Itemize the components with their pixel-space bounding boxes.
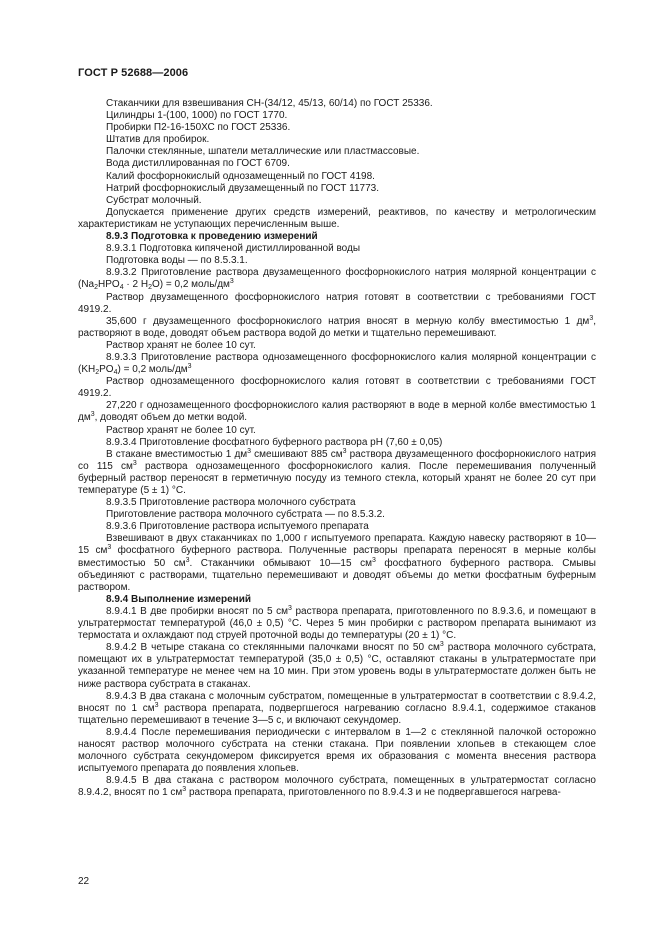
paragraph: 8.9.4.4 После перемешивания периодически с интервалом в 1—2 с стеклянной палочкой осторожно наносят раствор молочного субстрата на стенки стакана. При появлении хлопьев в стекающем слое молочного субстрата секундомером фиксируется время их образования с момента внесения раствора испытуемого препарата до появления хлопьев. bbox=[78, 726, 596, 775]
paragraph: 8.9.3.6 Приготовление раствора испытуемого препарата bbox=[106, 521, 369, 533]
section-heading: 8.9.3 Подготовка к проведению измерений bbox=[106, 231, 318, 243]
paragraph: 8.9.3.3 Приготовление раствора однозамещенного фосфорнокислого калия молярной концентрации с $(KH_2PO_4) = 0,2$ моль/$дм^3$ bbox=[78, 351, 596, 377]
paragraph: Раствор хранят не более 10 сут. bbox=[106, 339, 256, 351]
paragraph: 8.9.4.5 В два стакана с раствором молочного субстрата, помещенных в ультратермостат согласно 8.9.4.2, вносят по 1 $см^3$ раствора препарата, приготовленного по 8.9.4.3 и не подвергавшегося нагрева- bbox=[78, 775, 596, 799]
paragraph: Вода дистиллированная по ГОСТ 6709. bbox=[106, 158, 290, 170]
paragraph: Подготовка воды — по 8.5.3.1. bbox=[106, 255, 248, 267]
paragraph: Стаканчики для взвешивания СН-(34/12, 45/13, 60/14) по ГОСТ 25336. bbox=[106, 98, 433, 109]
paragraph: Раствор однозамещенного фосфорнокислого калия готовят в соответствии с требованиями ГОСТ 4919.2. bbox=[78, 376, 596, 400]
paragraph: Приготовление раствора молочного субстрата — по 8.5.3.2. bbox=[106, 509, 385, 521]
paragraph: Палочки стеклянные, шпатели металлические или пластмассовые. bbox=[106, 146, 420, 158]
paragraph: 8.9.3.1 Подготовка кипяченой дистиллированной воды bbox=[106, 243, 361, 255]
document-header: ГОСТ Р 52688—2006 bbox=[78, 67, 189, 79]
paragraph: 8.9.3.4 Приготовление фосфатного буферного раствора pH (7,60 ± 0,05) bbox=[106, 436, 443, 448]
paragraph: Штатив для пробирок. bbox=[106, 134, 210, 146]
paragraph: Раствор хранят не более 10 сут. bbox=[106, 424, 256, 436]
paragraph: 8.9.4.3 В два стакана с молочным субстратом, помещенные в ультратермостат в соответствии с 8.9.4.2, вносят по 1 $см^3$ раствора препарата, подвергшегося нагреванию согласно 8.9.4.1, содержимое стаканов тщательно перемешивают в течение 3—5 с, и включают секундомер. bbox=[78, 690, 596, 726]
paragraph: Допускается применение других средств измерений, реактивов, по качеству и метрологическим характеристикам не уступающих перечисленным выше. bbox=[78, 206, 596, 230]
paragraph: 8.9.4.2 В четыре стакана со стеклянными палочками вносят по 50 $см^3$ раствора молочного субстрата, помещают их в ультратермостат температурой (35,0 ± 0,5) °С, оставляют стаканы в ультратермостате при указанной температуре не менее чем на 10 мин. При этом уровень воды в ультратермостате должен быть не ниже раствора субстрата в стаканах. bbox=[78, 641, 597, 690]
paragraph: Субстрат молочный. bbox=[106, 194, 202, 206]
page-number: 22 bbox=[78, 876, 90, 887]
paragraph: Цилиндры 1-(100, 1000) по ГОСТ 1770. bbox=[106, 110, 288, 122]
section-heading: 8.9.4 Выполнение измерений bbox=[106, 593, 251, 605]
document-body bbox=[78, 98, 596, 799]
paragraph: В стакане вместимостью 1 $дм^3$ смешивают 885 $см^3$ раствора двузамещенного фосфорнокислого натрия со 115 $см^3$ раствора однозамещенного фосфорнокислого калия. После перемешивания полученный буферный раствор переносят в герметичную посуду из темного стекла, который хранят не более 20 сут при температуре (5 ± 1) °С. bbox=[78, 447, 596, 496]
paragraph: Раствор двузамещенного фосфорнокислого натрия готовят в соответствии с требованиями ГОСТ 4919.2. bbox=[78, 291, 596, 315]
paragraph: 35,600 г двузамещенного фосфорнокислого натрия вносят в мерную колбу вместимостью 1 $дм^3$, растворяют в воде, доводят объем раствора водой до метки и тщательно перемешивают. bbox=[78, 314, 596, 339]
paragraph: 27,220 г однозамещенного фосфорнокислого калия растворяют в воде в мерной колбе вместимостью 1 $дм^3$, доводят объем до метки водой. bbox=[78, 400, 596, 424]
paragraph: Калий фосфорнокислый однозамещенный по ГОСТ 4198. bbox=[106, 170, 375, 182]
paragraph: Пробирки П2-16-150ХС по ГОСТ 25336. bbox=[106, 122, 291, 134]
paragraph: 8.9.3.2 Приготовление раствора двузамещенного фосфорнокислого натрия молярной концентрации с ($Na_2HPO_4 \cdot 2$ $H_2O) = 0,2$ моль/$дм^3$ bbox=[78, 267, 596, 292]
paragraph: Натрий фосфорнокислый двузамещенный по ГОСТ 11773. bbox=[106, 182, 380, 194]
paragraph: 8.9.4.1 В две пробирки вносят по 5 $см^3$ раствора препарата, приготовленного по 8.9.3.6, и помещают в ультратермостат температурой (46,0 ± 0,5) °С. Через 5 мин пробирки с раствором препарата вынимают из термостата и охлаждают под струей проточной воды до температуры (20 ± 1) °С. bbox=[78, 604, 596, 642]
paragraph: 8.9.3.5 Приготовление раствора молочного субстрата bbox=[106, 497, 356, 509]
paragraph: Взвешивают в двух стаканчиках по 1,000 г испытуемого препарата. Каждую навеску растворяют в 10—15 $см^3$ фосфатного буферного раствора. Полученные растворы препарата переносят в мерные колбы вместимостью 50 $см^3$. Стаканчики обмывают 10—15 $см^3$ фосфатного буферного раствора. Смывы объединяют с растворами, тщательно перемешивают и доводят объемы до метки фосфатным буферным раствором. bbox=[78, 533, 596, 593]
